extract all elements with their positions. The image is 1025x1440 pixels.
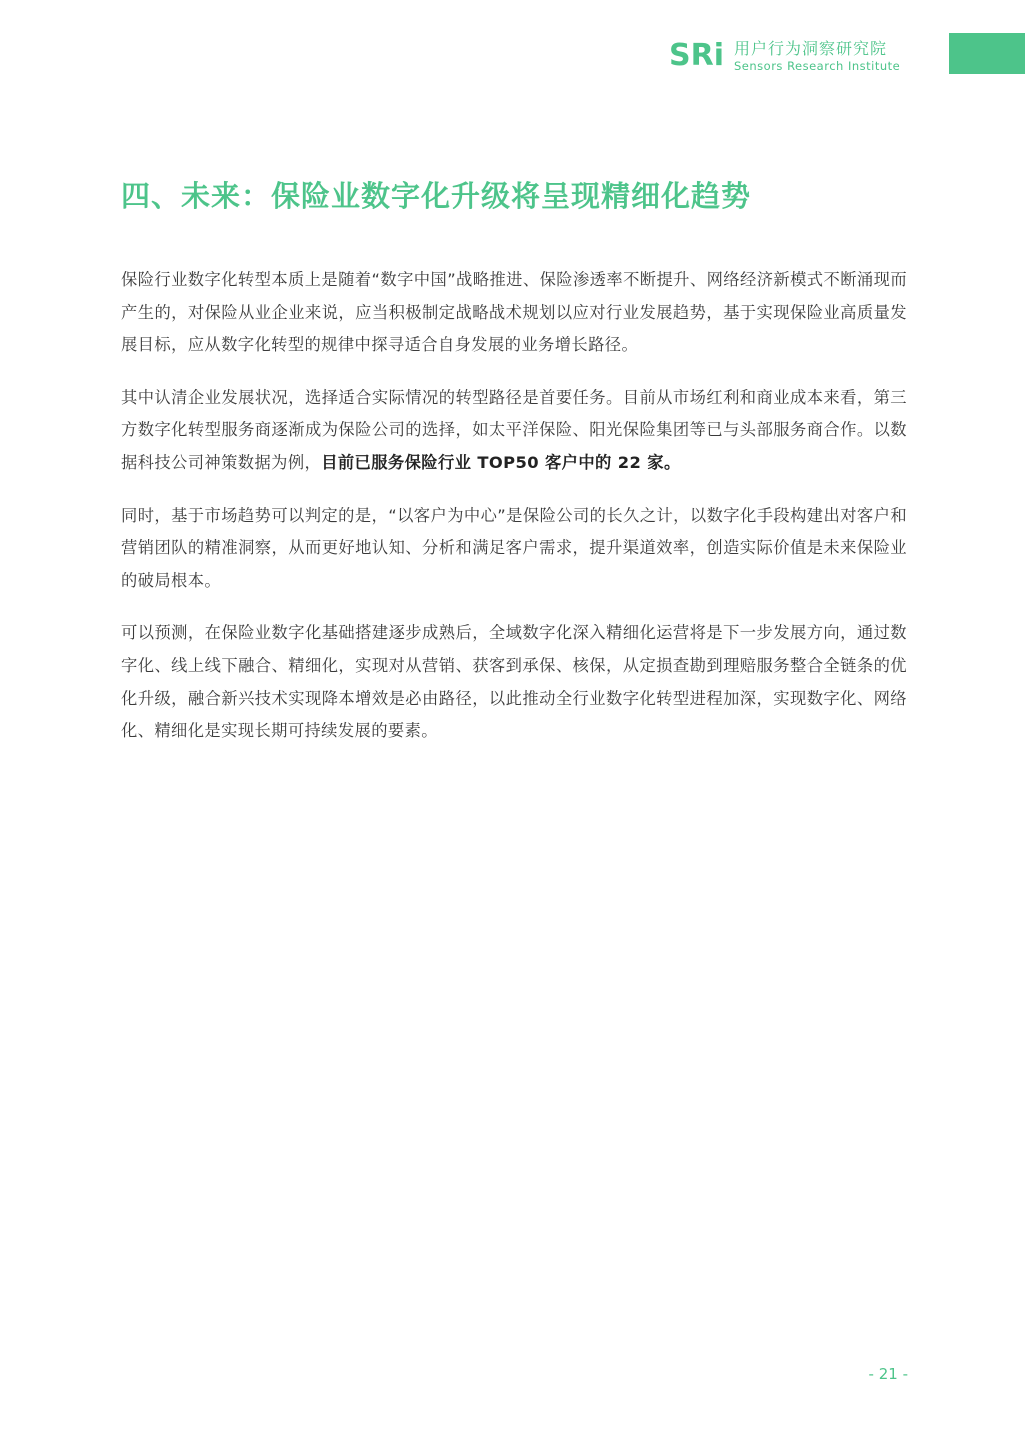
section-title: 四、未来：保险业数字化升级将呈现精细化趋势 xyxy=(121,179,752,213)
paragraph-text: 其中认清企业发展状况，选择适合实际情况的转型路径是首要任务。目前从市场红利和商业成本来看，第三方数字化转型服务商逐渐成为保险公司的选择，如太平洋保险、阳光保险集团等已与头部服务商合作。以数据科技公司神策数据为例， xyxy=(121,387,907,472)
body-text xyxy=(121,264,907,768)
paragraph-text: 可以预测，在保险业数字化基础搭建逐步成熟后，全域数字化深入精细化运营将是下一步发展方向，通过数字化、线上线下融合、精细化，实现对从营销、获客到承保、核保，从定损查勘到理赔服务整合全链条的优化升级，融合新兴技术实现降本增效是必由路径，以此推动全行业数字化转型进程加深，实现数字化、网络化、精细化是实现长期可持续发展的要素。 xyxy=(121,623,907,741)
logo-name-cn: 用户行为洞察研究院 xyxy=(734,39,888,58)
header-accent-block xyxy=(949,33,1025,74)
logo-mark: SRi xyxy=(669,38,724,73)
logo xyxy=(669,36,900,76)
highlight-text: 目前已服务保险行业 TOP50 客户中的 22 家。 xyxy=(321,452,681,472)
logo-name-en: Sensors Research Institute xyxy=(734,59,901,73)
paragraph-3 xyxy=(121,500,907,598)
paragraph-1 xyxy=(121,264,907,362)
paragraph-2 xyxy=(121,382,907,480)
paragraph-text: 同时，基于市场趋势可以判定的是，“以客户为中心”是保险公司的长久之计，以数字化手段构建出对客户和营销团队的精准洞察，从而更好地认知、分析和满足客户需求，提升渠道效率，创造实际价值是未来保险业的破局根本。 xyxy=(121,505,907,590)
logo-text xyxy=(734,39,900,73)
page-number: - 21 - xyxy=(868,1365,908,1383)
paragraph-4 xyxy=(121,617,907,747)
paragraph-text: 保险行业数字化转型本质上是随着“数字中国”战略推进、保险渗透率不断提升、网络经济新模式不断涌现而产生的，对保险从业企业来说，应当积极制定战略战术规划以应对行业发展趋势，基于实现保险业高质量发展目标，应从数字化转型的规律中探寻适合自身发展的业务增长路径。 xyxy=(121,270,907,355)
